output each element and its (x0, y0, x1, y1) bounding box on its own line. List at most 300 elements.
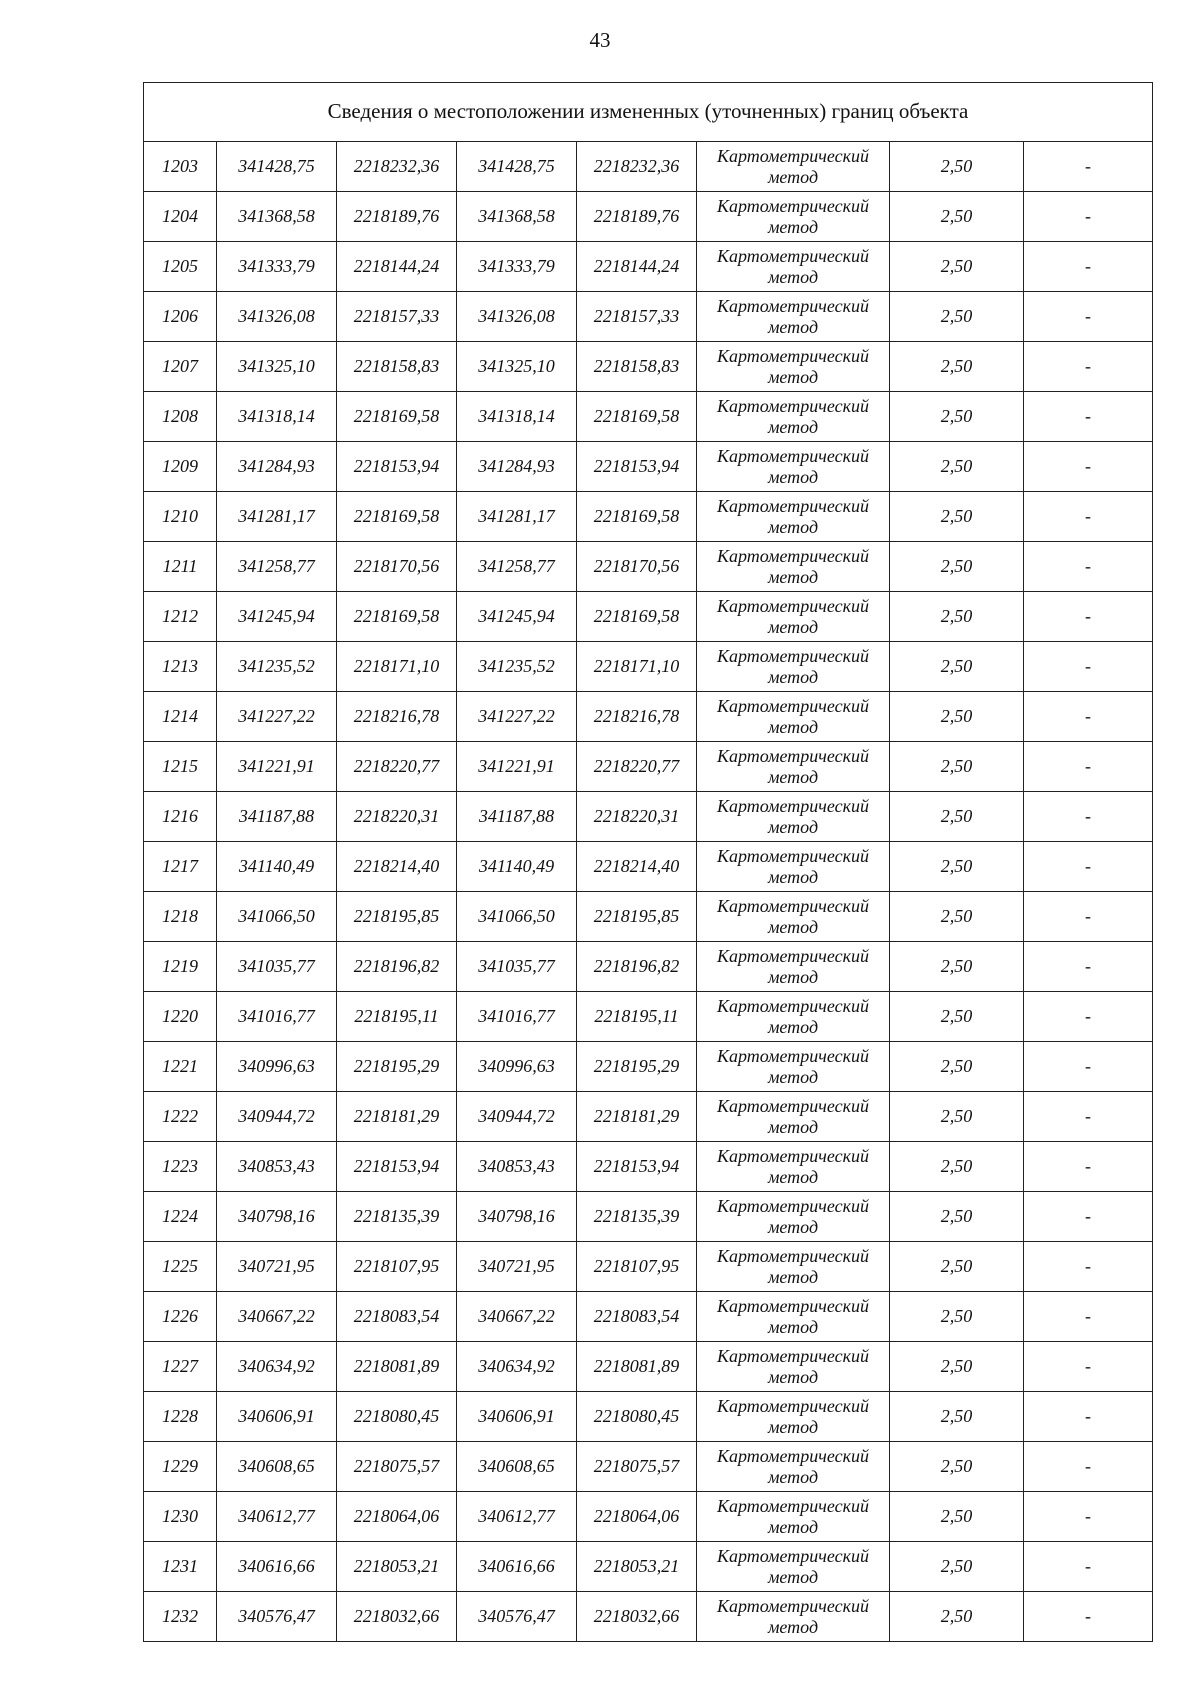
table-row (144, 592, 1153, 642)
method-cell (697, 1292, 890, 1342)
y-coordinate-cell: 2218064,06 (577, 1492, 697, 1542)
accuracy-cell: 2,50 (890, 242, 1024, 292)
accuracy-cell: 2,50 (890, 292, 1024, 342)
x-coordinate-cell: 341333,79 (217, 242, 337, 292)
accuracy-cell: 2,50 (890, 792, 1024, 842)
method-line-2: метод (767, 1316, 819, 1337)
method-line-2: метод (767, 966, 819, 987)
x-coordinate-cell: 340612,77 (457, 1492, 577, 1542)
extra-cell: - (1024, 1192, 1153, 1242)
extra-cell: - (1024, 1442, 1153, 1492)
point-number-cell: 1204 (144, 192, 217, 242)
method-line-1: Картометрический (716, 395, 869, 416)
point-number-cell: 1222 (144, 1092, 217, 1142)
method-line-1: Картометрический (716, 1295, 869, 1316)
point-number-cell: 1226 (144, 1292, 217, 1342)
y-coordinate-cell: 2218153,94 (577, 442, 697, 492)
x-coordinate-cell: 341016,77 (457, 992, 577, 1042)
table-row (144, 1142, 1153, 1192)
accuracy-cell: 2,50 (890, 342, 1024, 392)
point-number-cell: 1218 (144, 892, 217, 942)
y-coordinate-cell: 2218169,58 (337, 392, 457, 442)
extra-cell: - (1024, 642, 1153, 692)
y-coordinate-cell: 2218170,56 (337, 542, 457, 592)
extra-cell: - (1024, 1092, 1153, 1142)
y-coordinate-cell: 2218169,58 (337, 492, 457, 542)
extra-cell: - (1024, 892, 1153, 942)
extra-cell: - (1024, 1142, 1153, 1192)
point-number-cell: 1228 (144, 1392, 217, 1442)
x-coordinate-cell: 341245,94 (217, 592, 337, 642)
accuracy-cell: 2,50 (890, 642, 1024, 692)
table-row (144, 742, 1153, 792)
table-row (144, 792, 1153, 842)
x-coordinate-cell: 340612,77 (217, 1492, 337, 1542)
table-row (144, 1192, 1153, 1242)
point-number-cell: 1216 (144, 792, 217, 842)
y-coordinate-cell: 2218080,45 (577, 1392, 697, 1442)
boundary-coordinates-table (143, 82, 1153, 1642)
y-coordinate-cell: 2218075,57 (337, 1442, 457, 1492)
extra-cell: - (1024, 692, 1153, 742)
x-coordinate-cell: 341066,50 (457, 892, 577, 942)
accuracy-cell: 2,50 (890, 192, 1024, 242)
extra-cell: - (1024, 1042, 1153, 1092)
accuracy-cell: 2,50 (890, 1042, 1024, 1092)
method-line-2: метод (767, 1016, 819, 1037)
method-line-1: Картометрический (716, 1045, 869, 1066)
y-coordinate-cell: 2218135,39 (337, 1192, 457, 1242)
method-line-2: метод (767, 466, 819, 487)
accuracy-cell: 2,50 (890, 442, 1024, 492)
method-cell (697, 542, 890, 592)
x-coordinate-cell: 340634,92 (457, 1342, 577, 1392)
x-coordinate-cell: 340944,72 (457, 1092, 577, 1142)
extra-cell: - (1024, 292, 1153, 342)
extra-cell: - (1024, 1392, 1153, 1442)
x-coordinate-cell: 341326,08 (217, 292, 337, 342)
method-line-2: метод (767, 166, 819, 187)
x-coordinate-cell: 341245,94 (457, 592, 577, 642)
y-coordinate-cell: 2218144,24 (577, 242, 697, 292)
method-cell (697, 1442, 890, 1492)
accuracy-cell: 2,50 (890, 742, 1024, 792)
method-line-1: Картометрический (716, 595, 869, 616)
point-number-cell: 1225 (144, 1242, 217, 1292)
table-row (144, 192, 1153, 242)
method-cell (697, 392, 890, 442)
method-line-2: метод (767, 516, 819, 537)
method-line-2: метод (767, 1066, 819, 1087)
x-coordinate-cell: 341368,58 (217, 192, 337, 242)
method-cell (697, 942, 890, 992)
y-coordinate-cell: 2218214,40 (577, 842, 697, 892)
method-cell (697, 342, 890, 392)
y-coordinate-cell: 2218081,89 (577, 1342, 697, 1392)
y-coordinate-cell: 2218032,66 (577, 1592, 697, 1642)
method-line-1: Картометрический (716, 845, 869, 866)
x-coordinate-cell: 341318,14 (457, 392, 577, 442)
table-row (144, 1542, 1153, 1592)
method-line-1: Картометрический (716, 295, 869, 316)
accuracy-cell: 2,50 (890, 1292, 1024, 1342)
table-row (144, 142, 1153, 192)
x-coordinate-cell: 341281,17 (457, 492, 577, 542)
y-coordinate-cell: 2218158,83 (577, 342, 697, 392)
point-number-cell: 1227 (144, 1342, 217, 1392)
y-coordinate-cell: 2218196,82 (337, 942, 457, 992)
method-line-1: Картометрический (716, 795, 869, 816)
accuracy-cell: 2,50 (890, 1192, 1024, 1242)
y-coordinate-cell: 2218170,56 (577, 542, 697, 592)
method-line-1: Картометрический (716, 245, 869, 266)
x-coordinate-cell: 341284,93 (217, 442, 337, 492)
method-line-1: Картометрический (716, 895, 869, 916)
method-line-1: Картометрический (716, 1145, 869, 1166)
table-row (144, 1492, 1153, 1542)
table-row (144, 1392, 1153, 1442)
point-number-cell: 1209 (144, 442, 217, 492)
x-coordinate-cell: 340798,16 (217, 1192, 337, 1242)
x-coordinate-cell: 340616,66 (217, 1542, 337, 1592)
y-coordinate-cell: 2218083,54 (337, 1292, 457, 1342)
x-coordinate-cell: 341221,91 (457, 742, 577, 792)
method-cell (697, 592, 890, 642)
x-coordinate-cell: 340721,95 (457, 1242, 577, 1292)
table-row (144, 1342, 1153, 1392)
x-coordinate-cell: 341227,22 (217, 692, 337, 742)
point-number-cell: 1224 (144, 1192, 217, 1242)
method-line-2: метод (767, 716, 819, 737)
method-line-2: метод (767, 616, 819, 637)
x-coordinate-cell: 340608,65 (217, 1442, 337, 1492)
x-coordinate-cell: 340944,72 (217, 1092, 337, 1142)
method-line-2: метод (767, 216, 819, 237)
method-cell (697, 792, 890, 842)
method-cell (697, 642, 890, 692)
y-coordinate-cell: 2218195,29 (337, 1042, 457, 1092)
y-coordinate-cell: 2218081,89 (337, 1342, 457, 1392)
y-coordinate-cell: 2218189,76 (577, 192, 697, 242)
method-line-1: Картометрический (716, 945, 869, 966)
y-coordinate-cell: 2218153,94 (337, 442, 457, 492)
point-number-cell: 1223 (144, 1142, 217, 1192)
method-line-2: метод (767, 1416, 819, 1437)
method-line-1: Картометрический (716, 1445, 869, 1466)
x-coordinate-cell: 341428,75 (457, 142, 577, 192)
y-coordinate-cell: 2218171,10 (577, 642, 697, 692)
y-coordinate-cell: 2218195,11 (337, 992, 457, 1042)
y-coordinate-cell: 2218053,21 (337, 1542, 457, 1592)
table-caption: Сведения о местоположении измененных (уточненных) границ объекта (144, 83, 1153, 142)
page-number: 43 (589, 28, 611, 52)
accuracy-cell: 2,50 (890, 1242, 1024, 1292)
table-row (144, 1242, 1153, 1292)
y-coordinate-cell: 2218232,36 (577, 142, 697, 192)
x-coordinate-cell: 341368,58 (457, 192, 577, 242)
y-coordinate-cell: 2218053,21 (577, 1542, 697, 1592)
x-coordinate-cell: 341187,88 (217, 792, 337, 842)
x-coordinate-cell: 341325,10 (217, 342, 337, 392)
x-coordinate-cell: 340996,63 (217, 1042, 337, 1092)
x-coordinate-cell: 340721,95 (217, 1242, 337, 1292)
method-line-1: Картометрический (716, 1545, 869, 1566)
method-line-1: Картометрический (716, 745, 869, 766)
x-coordinate-cell: 341221,91 (217, 742, 337, 792)
x-coordinate-cell: 341281,17 (217, 492, 337, 542)
table-row (144, 292, 1153, 342)
method-line-1: Картометрический (716, 495, 869, 516)
method-cell (697, 1592, 890, 1642)
method-line-1: Картометрический (716, 145, 869, 166)
x-coordinate-cell: 341326,08 (457, 292, 577, 342)
extra-cell: - (1024, 942, 1153, 992)
x-coordinate-cell: 341235,52 (457, 642, 577, 692)
table-row (144, 892, 1153, 942)
method-line-2: метод (767, 1366, 819, 1387)
table-row (144, 442, 1153, 492)
point-number-cell: 1215 (144, 742, 217, 792)
y-coordinate-cell: 2218181,29 (577, 1092, 697, 1142)
y-coordinate-cell: 2218171,10 (337, 642, 457, 692)
accuracy-cell: 2,50 (890, 592, 1024, 642)
extra-cell: - (1024, 392, 1153, 442)
method-line-1: Картометрический (716, 695, 869, 716)
point-number-cell: 1231 (144, 1542, 217, 1592)
extra-cell: - (1024, 1492, 1153, 1542)
x-coordinate-cell: 340853,43 (457, 1142, 577, 1192)
y-coordinate-cell: 2218158,83 (337, 342, 457, 392)
y-coordinate-cell: 2218157,33 (337, 292, 457, 342)
method-cell (697, 292, 890, 342)
extra-cell: - (1024, 1242, 1153, 1292)
y-coordinate-cell: 2218153,94 (577, 1142, 697, 1192)
method-line-2: метод (767, 1116, 819, 1137)
table-row (144, 992, 1153, 1042)
table-row (144, 1442, 1153, 1492)
method-cell (697, 1342, 890, 1392)
y-coordinate-cell: 2218107,95 (577, 1242, 697, 1292)
method-cell (697, 742, 890, 792)
accuracy-cell: 2,50 (890, 392, 1024, 442)
extra-cell: - (1024, 192, 1153, 242)
point-number-cell: 1214 (144, 692, 217, 742)
accuracy-cell: 2,50 (890, 1592, 1024, 1642)
method-cell (697, 1492, 890, 1542)
extra-cell: - (1024, 1542, 1153, 1592)
point-number-cell: 1212 (144, 592, 217, 642)
method-line-2: метод (767, 366, 819, 387)
method-line-1: Картометрический (716, 1495, 869, 1516)
x-coordinate-cell: 341333,79 (457, 242, 577, 292)
point-number-cell: 1203 (144, 142, 217, 192)
accuracy-cell: 2,50 (890, 542, 1024, 592)
accuracy-cell: 2,50 (890, 1342, 1024, 1392)
extra-cell: - (1024, 442, 1153, 492)
y-coordinate-cell: 2218169,58 (577, 592, 697, 642)
table-row (144, 1592, 1153, 1642)
accuracy-cell: 2,50 (890, 942, 1024, 992)
x-coordinate-cell: 341016,77 (217, 992, 337, 1042)
method-line-1: Картометрический (716, 1345, 869, 1366)
table-caption-row (144, 83, 1153, 142)
point-number-cell: 1213 (144, 642, 217, 692)
table-row (144, 1042, 1153, 1092)
table-row (144, 692, 1153, 742)
method-line-2: метод (767, 766, 819, 787)
method-cell (697, 692, 890, 742)
x-coordinate-cell: 341428,75 (217, 142, 337, 192)
point-number-cell: 1221 (144, 1042, 217, 1092)
table-row (144, 492, 1153, 542)
y-coordinate-cell: 2218195,85 (337, 892, 457, 942)
y-coordinate-cell: 2218214,40 (337, 842, 457, 892)
accuracy-cell: 2,50 (890, 1142, 1024, 1192)
method-line-1: Картометрический (716, 645, 869, 666)
y-coordinate-cell: 2218220,77 (337, 742, 457, 792)
x-coordinate-cell: 340667,22 (457, 1292, 577, 1342)
x-coordinate-cell: 341140,49 (217, 842, 337, 892)
method-line-1: Картометрический (716, 1095, 869, 1116)
method-line-1: Картометрический (716, 1395, 869, 1416)
y-coordinate-cell: 2218157,33 (577, 292, 697, 342)
y-coordinate-cell: 2218220,31 (337, 792, 457, 842)
table-row (144, 342, 1153, 392)
accuracy-cell: 2,50 (890, 692, 1024, 742)
x-coordinate-cell: 340576,47 (217, 1592, 337, 1642)
y-coordinate-cell: 2218064,06 (337, 1492, 457, 1542)
x-coordinate-cell: 340853,43 (217, 1142, 337, 1192)
y-coordinate-cell: 2218195,85 (577, 892, 697, 942)
extra-cell: - (1024, 1292, 1153, 1342)
method-line-2: метод (767, 266, 819, 287)
accuracy-cell: 2,50 (890, 1542, 1024, 1592)
method-line-1: Картометрический (716, 1595, 869, 1616)
accuracy-cell: 2,50 (890, 1092, 1024, 1142)
extra-cell: - (1024, 842, 1153, 892)
x-coordinate-cell: 341227,22 (457, 692, 577, 742)
method-cell (697, 892, 890, 942)
x-coordinate-cell: 341318,14 (217, 392, 337, 442)
accuracy-cell: 2,50 (890, 1442, 1024, 1492)
y-coordinate-cell: 2218232,36 (337, 142, 457, 192)
y-coordinate-cell: 2218032,66 (337, 1592, 457, 1642)
method-cell (697, 1392, 890, 1442)
accuracy-cell: 2,50 (890, 992, 1024, 1042)
point-number-cell: 1220 (144, 992, 217, 1042)
point-number-cell: 1217 (144, 842, 217, 892)
y-coordinate-cell: 2218075,57 (577, 1442, 697, 1492)
y-coordinate-cell: 2218181,29 (337, 1092, 457, 1142)
accuracy-cell: 2,50 (890, 492, 1024, 542)
method-line-2: метод (767, 416, 819, 437)
extra-cell: - (1024, 542, 1153, 592)
method-cell (697, 842, 890, 892)
extra-cell: - (1024, 142, 1153, 192)
table-row (144, 642, 1153, 692)
accuracy-cell: 2,50 (890, 1492, 1024, 1542)
method-cell (697, 1192, 890, 1242)
point-number-cell: 1229 (144, 1442, 217, 1492)
table-row (144, 1092, 1153, 1142)
method-cell (697, 1092, 890, 1142)
method-line-2: метод (767, 866, 819, 887)
method-line-2: метод (767, 1616, 819, 1637)
point-number-cell: 1230 (144, 1492, 217, 1542)
method-cell (697, 1242, 890, 1292)
x-coordinate-cell: 341258,77 (457, 542, 577, 592)
y-coordinate-cell: 2218169,58 (337, 592, 457, 642)
y-coordinate-cell: 2218220,77 (577, 742, 697, 792)
method-cell (697, 1542, 890, 1592)
x-coordinate-cell: 341066,50 (217, 892, 337, 942)
method-cell (697, 492, 890, 542)
y-coordinate-cell: 2218216,78 (337, 692, 457, 742)
x-coordinate-cell: 340616,66 (457, 1542, 577, 1592)
method-cell (697, 1042, 890, 1092)
point-number-cell: 1207 (144, 342, 217, 392)
extra-cell: - (1024, 1592, 1153, 1642)
point-number-cell: 1206 (144, 292, 217, 342)
accuracy-cell: 2,50 (890, 892, 1024, 942)
table-row (144, 842, 1153, 892)
table-row (144, 242, 1153, 292)
y-coordinate-cell: 2218216,78 (577, 692, 697, 742)
accuracy-cell: 2,50 (890, 842, 1024, 892)
x-coordinate-cell: 341284,93 (457, 442, 577, 492)
method-line-2: метод (767, 666, 819, 687)
method-line-2: метод (767, 1566, 819, 1587)
y-coordinate-cell: 2218220,31 (577, 792, 697, 842)
point-number-cell: 1208 (144, 392, 217, 442)
table-row (144, 542, 1153, 592)
extra-cell: - (1024, 1342, 1153, 1392)
x-coordinate-cell: 340576,47 (457, 1592, 577, 1642)
method-cell (697, 142, 890, 192)
x-coordinate-cell: 341235,52 (217, 642, 337, 692)
method-line-2: метод (767, 816, 819, 837)
y-coordinate-cell: 2218196,82 (577, 942, 697, 992)
method-line-2: метод (767, 566, 819, 587)
method-line-1: Картометрический (716, 195, 869, 216)
y-coordinate-cell: 2218080,45 (337, 1392, 457, 1442)
method-line-2: метод (767, 916, 819, 937)
method-line-1: Картометрический (716, 995, 869, 1016)
x-coordinate-cell: 340606,91 (457, 1392, 577, 1442)
extra-cell: - (1024, 592, 1153, 642)
point-number-cell: 1205 (144, 242, 217, 292)
method-line-2: метод (767, 316, 819, 337)
y-coordinate-cell: 2218083,54 (577, 1292, 697, 1342)
x-coordinate-cell: 340634,92 (217, 1342, 337, 1392)
point-number-cell: 1219 (144, 942, 217, 992)
method-line-1: Картометрический (716, 1195, 869, 1216)
point-number-cell: 1210 (144, 492, 217, 542)
x-coordinate-cell: 341325,10 (457, 342, 577, 392)
y-coordinate-cell: 2218144,24 (337, 242, 457, 292)
y-coordinate-cell: 2218169,58 (577, 492, 697, 542)
y-coordinate-cell: 2218135,39 (577, 1192, 697, 1242)
extra-cell: - (1024, 992, 1153, 1042)
extra-cell: - (1024, 792, 1153, 842)
point-number-cell: 1232 (144, 1592, 217, 1642)
x-coordinate-cell: 341187,88 (457, 792, 577, 842)
accuracy-cell: 2,50 (890, 1392, 1024, 1442)
extra-cell: - (1024, 742, 1153, 792)
accuracy-cell: 2,50 (890, 142, 1024, 192)
x-coordinate-cell: 340667,22 (217, 1292, 337, 1342)
x-coordinate-cell: 341258,77 (217, 542, 337, 592)
